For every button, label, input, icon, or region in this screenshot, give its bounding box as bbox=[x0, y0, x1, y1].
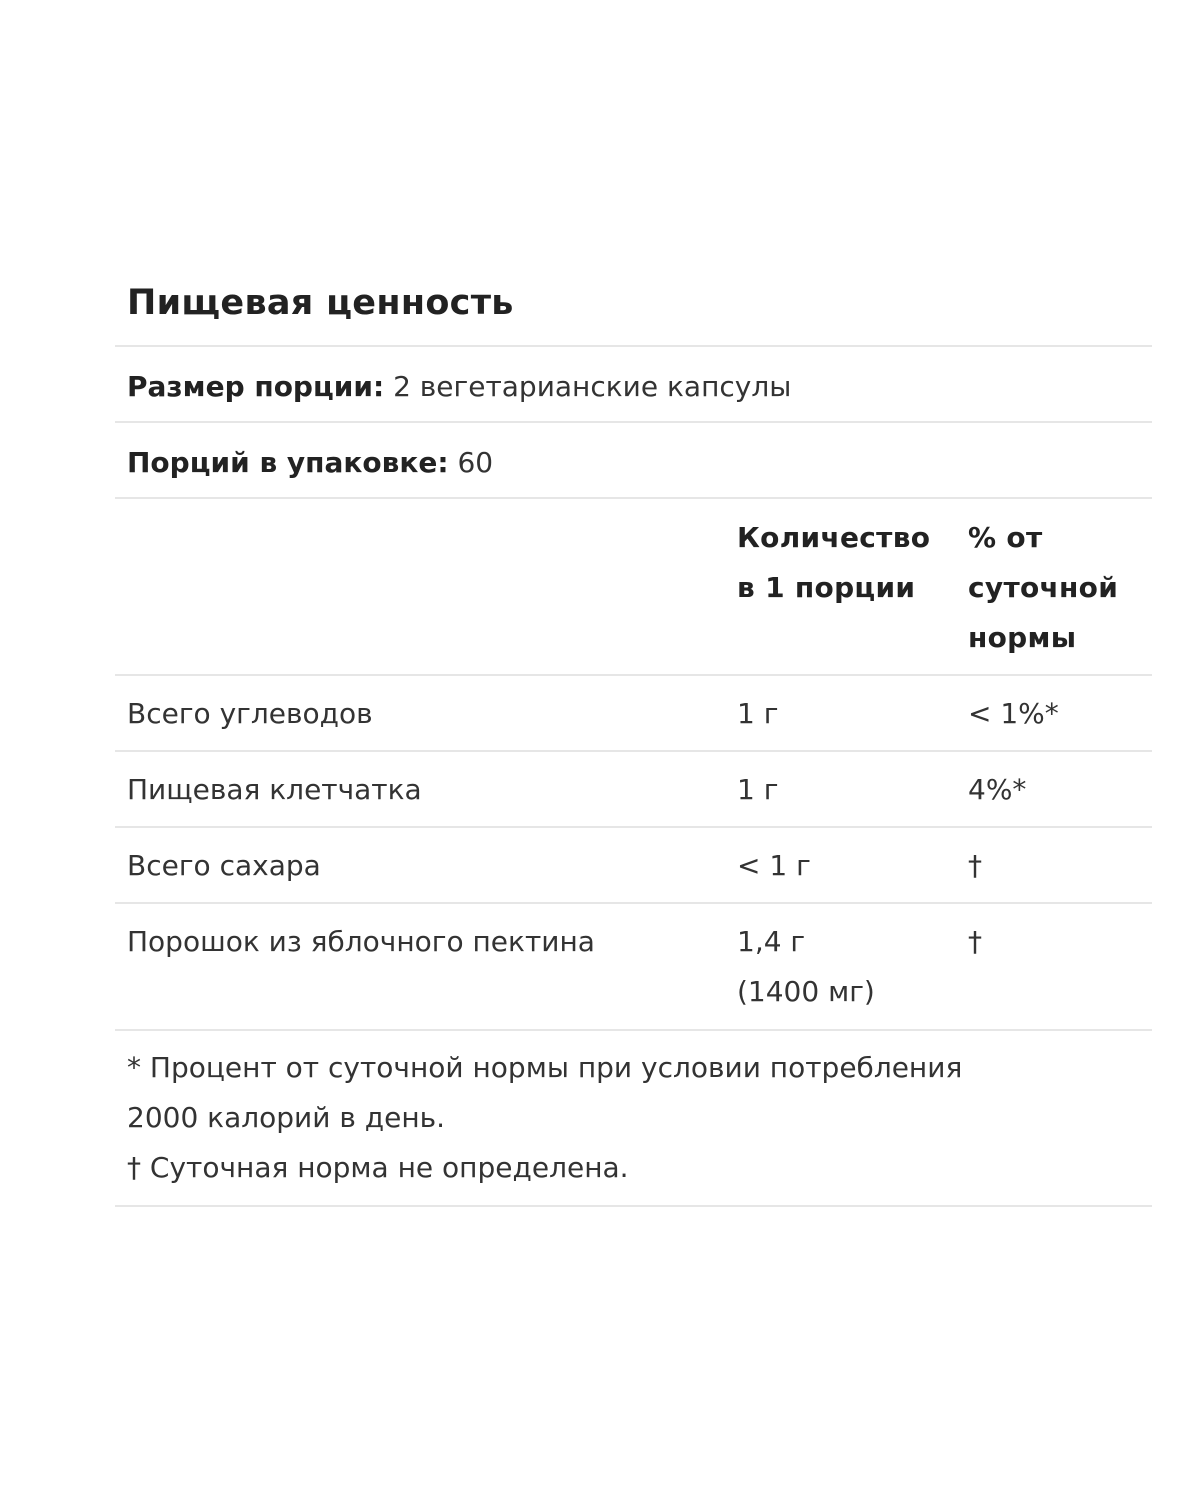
nutrient-amount-extra: (1400 мг) bbox=[737, 975, 875, 1008]
header-dv-line-3: нормы bbox=[968, 621, 1077, 654]
nutrition-title-row bbox=[115, 265, 1152, 347]
serving-size-label: Размер порции: bbox=[127, 370, 385, 403]
nutrient-daily-value: < 1%* bbox=[968, 697, 1059, 730]
nutrient-name: Пищевая клетчатка bbox=[127, 773, 422, 806]
servings-per-container-label: Порций в упаковке: bbox=[127, 446, 449, 479]
header-dv-line-2: суточной bbox=[968, 571, 1119, 604]
header-amount-line-1: Количество bbox=[737, 521, 931, 554]
table-row bbox=[115, 676, 1152, 752]
nutrient-amount-cell bbox=[737, 917, 968, 1029]
servings-per-container-value: 60 bbox=[457, 446, 494, 479]
nutrition-facts-panel bbox=[115, 265, 1152, 1207]
nutrient-daily-value: 4%* bbox=[968, 773, 1027, 806]
header-amount-cell bbox=[737, 513, 968, 674]
servings-per-container-row bbox=[115, 423, 1152, 499]
nutrient-name: Всего углеводов bbox=[127, 697, 373, 730]
footnotes bbox=[115, 1031, 1152, 1207]
nutrient-amount: 1 г bbox=[737, 697, 779, 730]
nutrition-title: Пищевая ценность bbox=[127, 283, 514, 323]
header-name-cell bbox=[115, 513, 737, 674]
nutrient-daily-value: † bbox=[968, 849, 982, 882]
table-header-row bbox=[115, 499, 1152, 676]
header-amount-line-2: в 1 порции bbox=[737, 571, 916, 604]
serving-size-row bbox=[115, 347, 1152, 423]
serving-size-value: 2 вегетарианские капсулы bbox=[393, 370, 792, 403]
header-daily-value-cell bbox=[968, 513, 1152, 674]
table-row bbox=[115, 752, 1152, 828]
nutrient-amount: 1,4 г bbox=[737, 925, 806, 958]
nutrient-name: Порошок из яблочного пектина bbox=[127, 925, 595, 958]
nutrient-amount: < 1 г bbox=[737, 849, 811, 882]
table-row bbox=[115, 904, 1152, 1031]
footnote-line-3: † Суточная норма не определена. bbox=[127, 1151, 629, 1184]
nutrient-daily-value: † bbox=[968, 925, 982, 958]
nutrient-amount: 1 г bbox=[737, 773, 779, 806]
footnote-line-2: 2000 калорий в день. bbox=[127, 1101, 446, 1134]
footnote-line-1: * Процент от суточной нормы при условии потребления bbox=[127, 1051, 963, 1084]
header-dv-line-1: % от bbox=[968, 521, 1043, 554]
nutrient-name: Всего сахара bbox=[127, 849, 321, 882]
table-row bbox=[115, 828, 1152, 904]
